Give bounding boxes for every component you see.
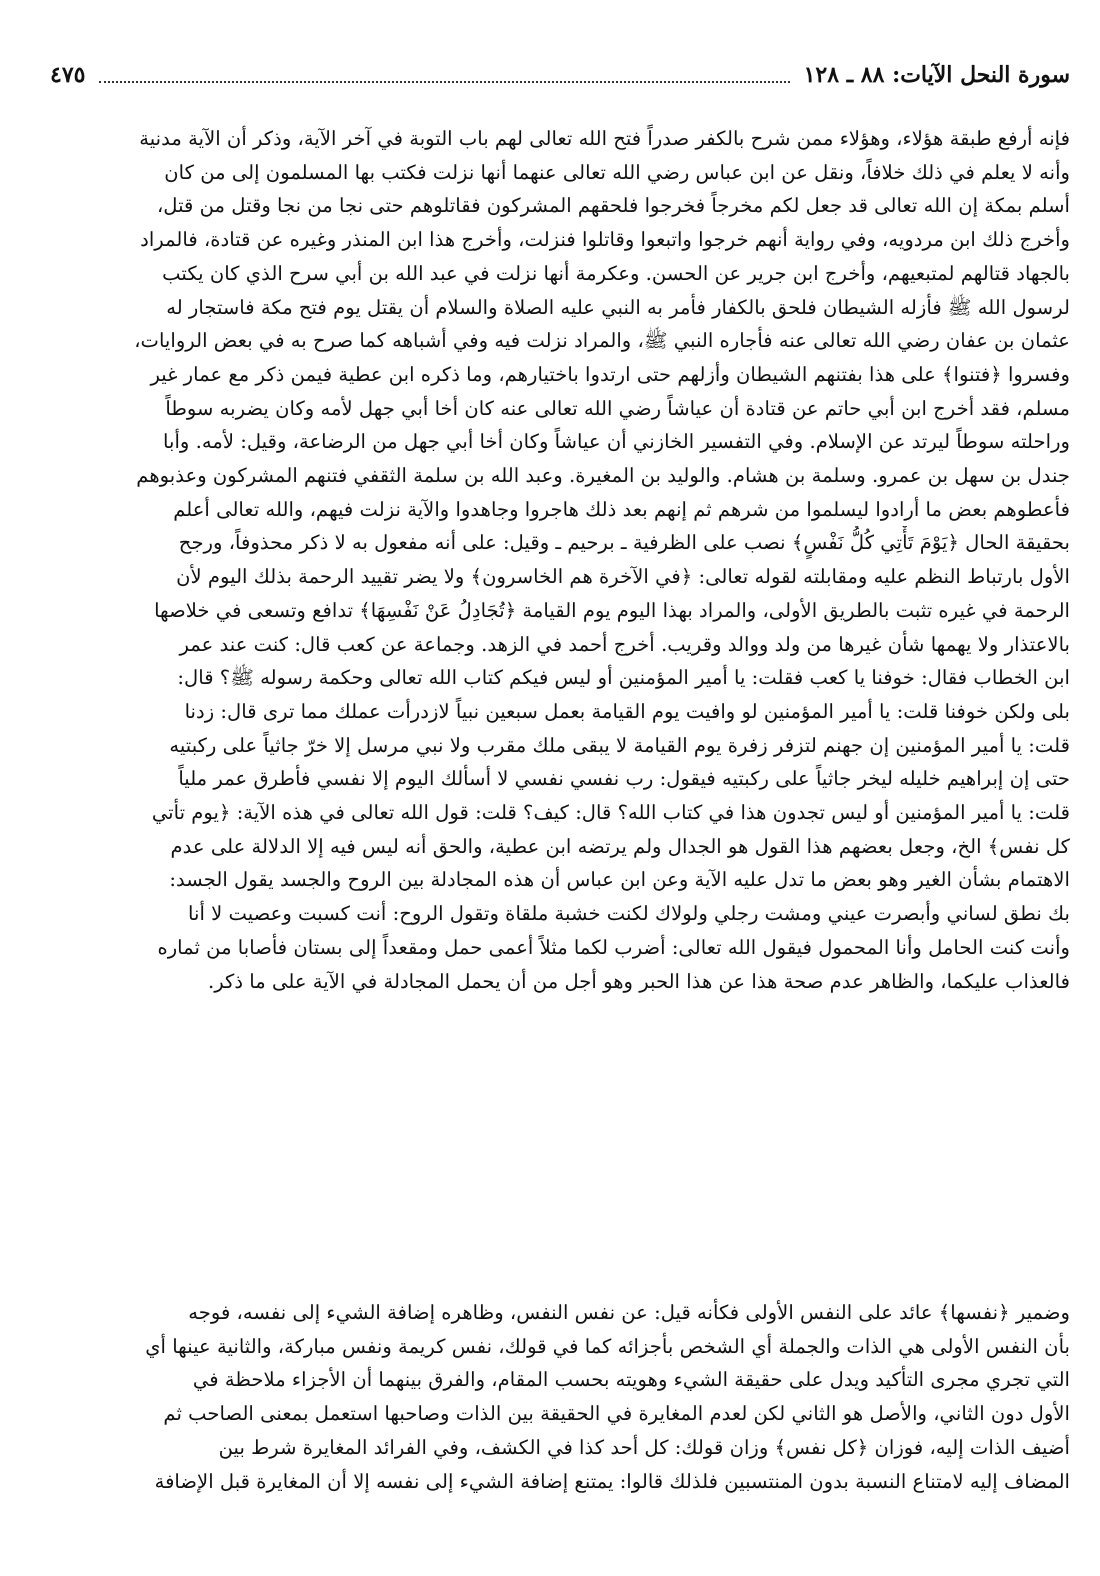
text-line: الرحمة في غيره تثبت بالطريق الأولى، والمراد بهذا اليوم يوم القيامة ﴿تُجَادِلُ عَنْ نَفْسِهَا﴾ تدافع وتسعى في خلاصها bbox=[154, 598, 1070, 622]
text-line: قلت: يا أمير المؤمنين إن جهنم لتزفر زفرة يوم القيامة لا يبقى ملك مقرب ولا نبي مرسل إلا خرّ جاثياً على ركبتيه bbox=[169, 733, 1070, 757]
text-line: وأنه لا يعلم في ذلك خلافاً، ونقل عن ابن عباس رضي الله تعالى عنهما أنها نزلت فكتب بها المسلمون إلى من كان bbox=[164, 160, 1070, 184]
text-line: بلى ولكن خوفنا قلت: يا أمير المؤمنين لو وافيت يوم القيامة بعمل سبعين نبياً لازدرأت عملك مما ترى قال: زدنا bbox=[184, 699, 1070, 723]
text-line: حتى إن إبراهيم خليله ليخر جاثياً على ركبتيه فيقول: رب نفسي نفسي لا أسألك اليوم إلا نفسي فأطرق عمر ملياً bbox=[178, 767, 1070, 791]
text-line: ابن الخطاب فقال: خوفنا يا كعب فقلت: يا أمير المؤمنين أو ليس فيكم كتاب الله تعالى وحكمة رسوله ﷺ؟ قال: bbox=[177, 666, 1070, 690]
text-line: أسلم بمكة إن الله تعالى قد جعل لكم مخرجاً فخرجوا فلحقهم المشركون فقاتلوهم حتى نجا من نجا وقتل من قتل، bbox=[156, 194, 1070, 218]
text-line: وفسروا ﴿فتنوا﴾ على هذا بفتنهم الشيطان وأزلهم حتى ارتدوا باختيارهم، وما ذكره ابن عطية فيمن ذكر مع عمار غير bbox=[150, 362, 1070, 386]
text-line: فأعطوهم بعض ما أرادوا ليسلموا من شرهم ثم إنهم بعد ذلك هاجروا وجاهدوا والآية نزلت فيهم، والله تعالى أعلم bbox=[173, 497, 1070, 521]
text-line: عثمان بن عفان رضي الله تعالى عنه فأجاره النبي ﷺ، والمراد نزلت فيه وفي أشباهه كما صرح به في بعض الروايات، bbox=[134, 329, 1070, 353]
text-line: وأخرج ذلك ابن مردويه، وفي رواية أنهم خرجوا واتبعوا وقاتلوا فنزلت، وأخرج هذا ابن المنذر وغيره عن قتادة، فالمراد bbox=[140, 228, 1070, 252]
text-line: لرسول الله ﷺ فأزله الشيطان فلحق بالكفار فأمر به النبي عليه الصلاة والسلام أن يقتل يوم فتح مكة فاستجار له bbox=[166, 295, 1070, 319]
text-line: الأول دون الثاني، والأصل هو الثاني لكن لعدم المغايرة في الحقيقة بين الذات وصاحبها استعمل بمعنى الصاحب ثم bbox=[163, 1402, 1070, 1426]
book-page bbox=[30, 50, 1070, 1550]
text-line: وضمير ﴿نفسها﴾ عائد على النفس الأولى فكأنه قيل: عن نفس النفس، وظاهره إضافة الشيء إلى نفسه، فوجه bbox=[188, 1301, 1070, 1324]
text-line: بأن النفس الأولى هي الذات والجملة أي الشخص بأجزائه كما في قولك، نفس كريمة ونفس مباركة، والثانية عينها أي bbox=[145, 1334, 1070, 1358]
text-line: بك نطق لساني وأبصرت عيني ومشت رجلي ولولاك لكنت خشبة ملقاة وتقول الروح: أنت كسبت وعصيت لا أنا bbox=[188, 902, 1070, 926]
text-line: وأنت كنت الحامل وأنا المحمول فيقول الله تعالى: أضرب لكما مثلاً أعمى حمل ومقعداً إلى بستان فأصابا من ثماره bbox=[157, 935, 1070, 959]
text-line: جندل بن سهل بن عمرو. وسلمة بن هشام. والوليد بن المغيرة. وعبد الله بن سلمة الثقفي فتنهم المشركون وعذبوهم bbox=[136, 464, 1070, 488]
text-line: وراحلته سوطاً ليرتد عن الإسلام. وفي التفسير الخازني أن عياشاً وكان أخا أبي جهل من الرضاعة، وقيل: لأمه. وأبا bbox=[163, 430, 1070, 454]
text-line: بحقيقة الحال ﴿يَوْمَ تَأْتِي كُلُّ نَفْسٍ﴾ نصب على الظرفية ـ برحيم ـ وقيل: على أنه مفعول به لا ذكر محذوفاً، ورجح bbox=[178, 531, 1070, 555]
text-line: المضاف إليه لامتناع النسبة بدون المنتسبين فلذلك قالوا: يمتنع إضافة الشيء إلى نفسه إلا أن المغايرة قبل الإضافة bbox=[154, 1469, 1070, 1493]
text-line: قلت: يا أمير المؤمنين أو ليس تجدون هذا في كتاب الله؟ قال: كيف؟ قلت: قول الله تعالى في هذه الآية: ﴿يوم تأتي bbox=[151, 801, 1070, 825]
page-number: ٤٧٥ bbox=[50, 62, 86, 88]
commentary-paragraph bbox=[30, 122, 1070, 998]
text-line: فالعذاب عليكما، والظاهر عدم صحة هذا عن هذا الحبر وهو أجل من أن يحمل المجادلة في الآية على ما ذكر. bbox=[207, 969, 1070, 993]
text-line: الاهتمام بشأن الغير وهو بعض ما تدل عليه الآية وعن ابن عباس أن هذه المجادلة بين الروح والجسد يقول الجسد: bbox=[169, 868, 1070, 892]
commentary-paragraph-second bbox=[30, 1296, 1070, 1498]
chapter-title: سورة النحل الآيات: ٨٨ ـ ١٢٨ bbox=[803, 62, 1070, 88]
text-line: بالجهاد قتالهم لمتبعيهم، وأخرج ابن جرير عن الحسن. وعكرمة أنها نزلت في عبد الله بن أبي سرح الذي كان يكتب bbox=[162, 261, 1070, 285]
text-line: أضيف الذات إليه، فوزان ﴿كل نفس﴾ وزان قولك: كل أحد كذا في الكشف، وفي الفرائد المغايرة شرط بين bbox=[218, 1435, 1070, 1459]
running-header bbox=[30, 50, 1070, 100]
text-line: فإنه أرفع طبقة هؤلاء، وهؤلاء ممن شرح بالكفر صدراً فتح الله تعالى لهم باب التوبة في آخر الآية، وذكر أن الآية مدنية bbox=[139, 127, 1070, 150]
text-line: كل نفس﴾ الخ، وجعل بعضهم هذا القول هو الجدال ولم يرتضه ابن عطية، والحق أنه ليس فيه إلا الدلالة على عدم bbox=[170, 834, 1070, 858]
header-dot-leader bbox=[99, 67, 789, 83]
text-line: مسلم، فقد أخرج ابن أبي حاتم عن قتادة أن عياشاً رضي الله تعالى عنه كان أخا أبي جهل لأمه وكان يضربه سوطاً bbox=[165, 396, 1070, 420]
text-line: التي تجري مجرى التأكيد ويدل على حقيقة الشيء وهويته بحسب المقام، والفرق بينهما أن الأجزاء ملاحظة في bbox=[192, 1368, 1070, 1392]
text-line: الأول بارتباط النظم عليه ومقابلته لقوله تعالى: ﴿في الآخرة هم الخاسرون﴾ ولا يضر تقييد الرحمة بذلك اليوم لأن bbox=[176, 565, 1070, 589]
text-line: بالاعتذار ولا يهمها شأن غيرها من ولد ووالد وقريب. أخرج أحمد في الزهد. وجماعة عن كعب قال: كنت عند عمر bbox=[179, 632, 1070, 656]
